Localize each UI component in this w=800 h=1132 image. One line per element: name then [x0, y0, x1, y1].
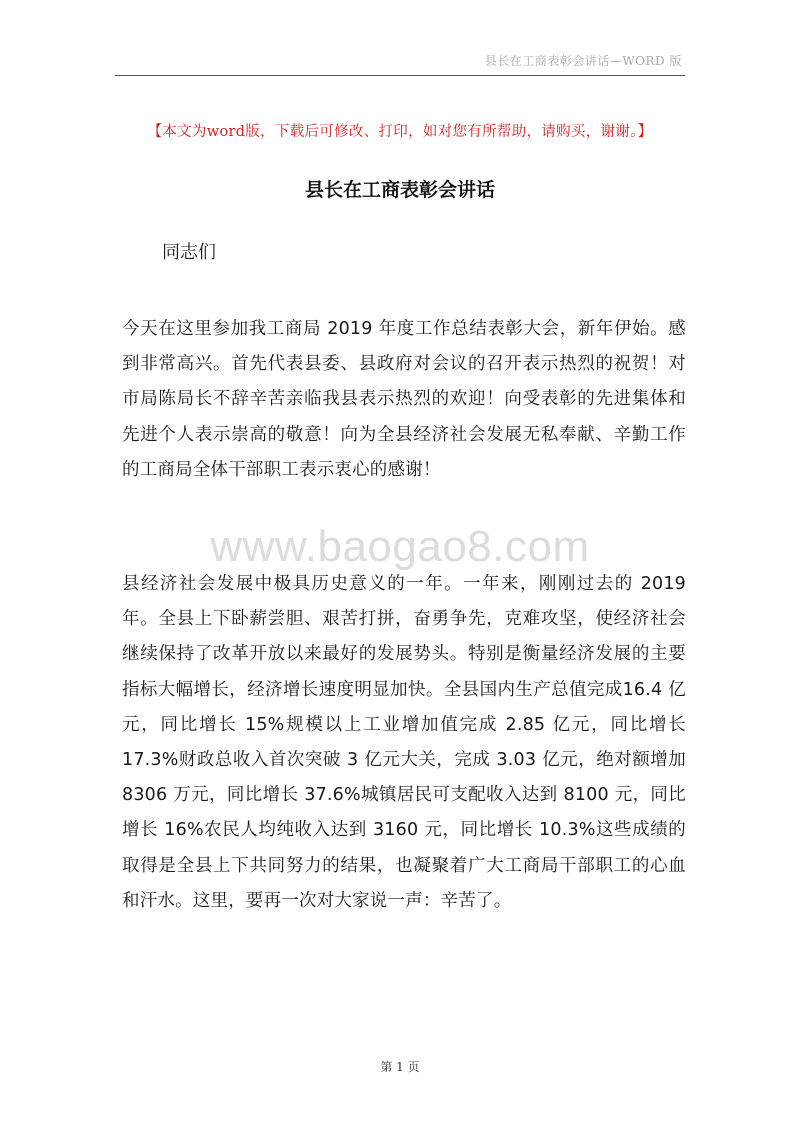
page-number: 第 1 页 [380, 1060, 420, 1074]
body-paragraph-2: 县经济社会发展中极具历史意义的一年。一年来，刚刚过去的 2019年。全县上下卧薪尝胆、艰苦打拼，奋勇争先，克难攻坚，使经济社会继续保持了改革开放以来最好的发展势头。特别是衡量经济发展的主要指标大幅增长，经济增长速度明显加快。全县国内生产总值完成16.4 亿元，同比增长 15%规模以上工业增加值完成 2.85 亿元，同比增长 17.3%财政总收入首次突破 3 亿元大关，完成 3.03 亿元，绝对额增加 8306 万元，同比增长 37.6%城镇居民可支配收入达到 8100 元，同比增长 16%农民人均纯收入达到 3160 元，同比增长 10.3%这些成绩的取得是全县上下共同努力的结果，也凝聚着广大工商局干部职工的心血和汗水。这里，要再一次对大家说一声：辛苦了。 [122, 574, 686, 911]
salutation: 同志们 [162, 242, 216, 263]
document-title: 县长在工商表彰会讲话 [304, 179, 495, 201]
watermark-text: www.baogao8.com [210, 522, 590, 571]
header-divider [115, 75, 685, 76]
body-paragraph-1: 今天在这里参加我工商局 2019 年度工作总结表彰大会，新年伊始。感到非常高兴。首先代表县委、县政府对会议的召开表示热烈的祝贺！对市局陈局长不辞辛苦亲临我县表示热烈的欢迎！向受表彰的先进集体和先进个人表示崇高的敬意！向为全县经济社会发展无私奉献、辛勤工作的工商局全体干部职工表示衷心的感谢！ [122, 319, 686, 480]
running-header: 县长在工商表彰会讲话—WORD 版 [484, 54, 682, 68]
download-notice: 【本文为word版，下载后可修改、打印，如对您有所帮助，请购买，谢谢。】 [147, 124, 653, 140]
